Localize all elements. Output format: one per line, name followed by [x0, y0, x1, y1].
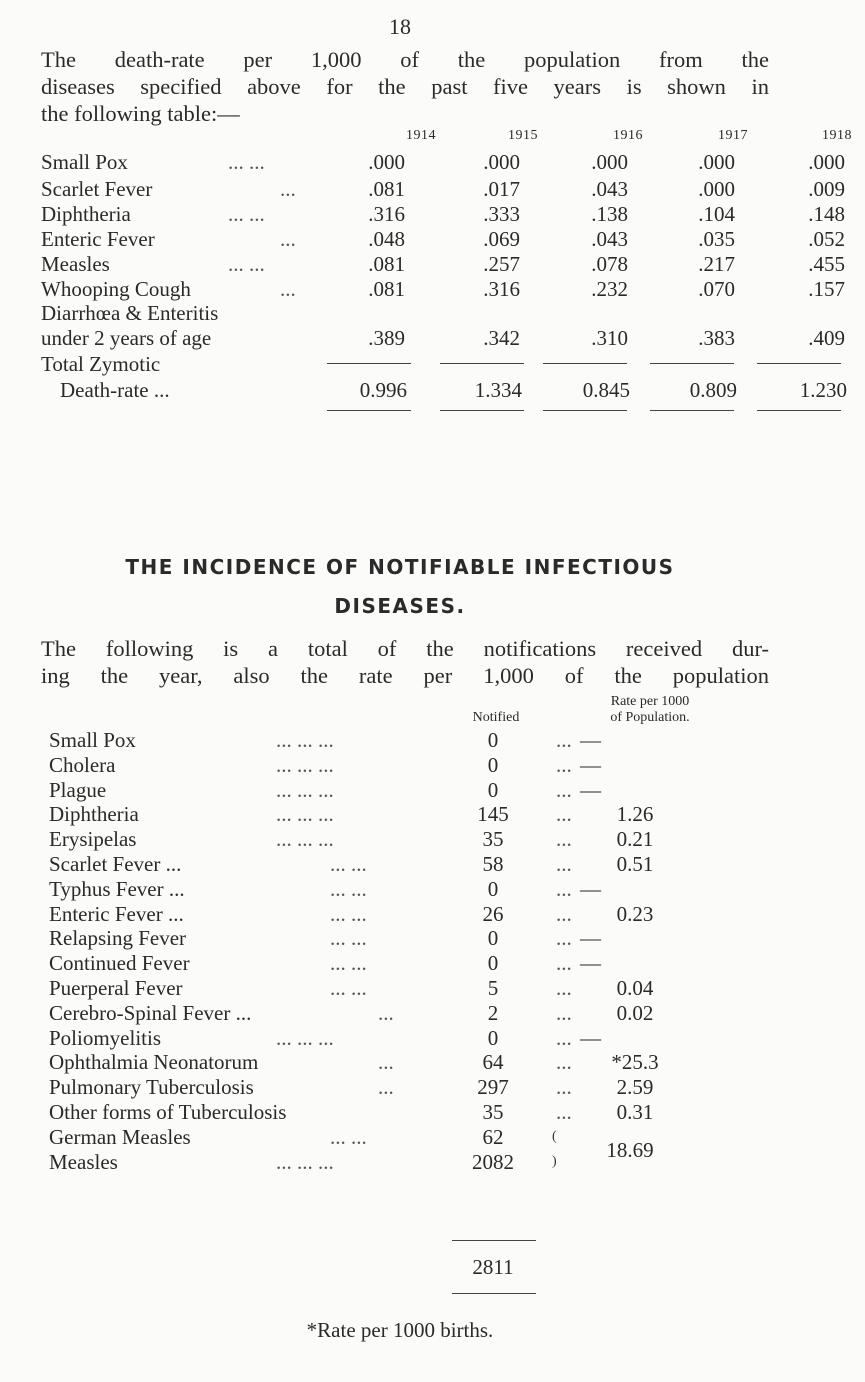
table-row-rate: 2.59 — [616, 1075, 654, 1099]
table-row-dots: ... ... — [330, 852, 367, 876]
cell-value: .157 — [808, 277, 845, 301]
year-header: 1914 — [406, 128, 436, 143]
table-row-dots: ... ... ... — [276, 802, 334, 826]
table-row-notified: 0 — [487, 926, 499, 950]
row-label: Scarlet Fever — [41, 177, 153, 201]
table-row-sep: ... — [556, 1026, 572, 1050]
table-row-dots: ... ... — [330, 902, 367, 926]
intro2-line-1: The following is a total of the notifications received dur- — [41, 636, 769, 661]
table-row-dots: ... — [378, 1050, 394, 1074]
year-header: 1918 — [822, 128, 852, 143]
table-row-label: Plague — [49, 778, 107, 802]
table-row-sep: ... — [556, 926, 572, 950]
table-row-label: Other forms of Tuberculosis — [49, 1100, 287, 1124]
cell-value: .081 — [368, 177, 405, 201]
cell-value: .000 — [698, 150, 735, 174]
table-row-label: Ophthalmia Neonatorum — [49, 1050, 259, 1074]
cell-value: 1.334 — [474, 378, 522, 402]
intro-line-3: the following table:— — [41, 101, 240, 126]
row-dots: ... ... — [228, 252, 265, 276]
table-row-notified: 2082 — [472, 1150, 514, 1174]
table-row-dots: ... ... ... — [276, 1026, 334, 1050]
table-row-dots: ... ... — [330, 951, 367, 975]
cell-value: .310 — [591, 326, 628, 350]
row-label: Enteric Fever — [41, 227, 155, 251]
cell-value: .217 — [698, 252, 735, 276]
header-rate-line-1: Rate per 1000 — [610, 694, 690, 709]
table-row-notified: 64 — [482, 1050, 504, 1074]
header-notified: Notified — [472, 710, 520, 725]
cell-value: 1.230 — [799, 378, 847, 402]
table-row-dots: ... ... — [330, 1125, 367, 1149]
column-rule — [650, 410, 734, 411]
table-row-rate: 0.51 — [616, 852, 654, 876]
table-row-notified: 0 — [487, 877, 499, 901]
table-row-label: Relapsing Fever — [49, 926, 187, 950]
cell-value: .389 — [368, 326, 405, 350]
table-row-sep: ... — [556, 1075, 572, 1099]
table-row-dots: ... ... — [330, 976, 367, 1000]
table-row-sep: ... — [556, 951, 572, 975]
total-notified: 2811 — [472, 1255, 514, 1279]
cell-value: .070 — [698, 277, 735, 301]
cell-value: 0.809 — [689, 378, 737, 402]
section-heading-line-2: DISEASES. — [334, 594, 466, 618]
row-dots: ... — [280, 277, 296, 301]
cell-value: 0.845 — [582, 378, 630, 402]
row-label: Whooping Cough — [41, 277, 191, 301]
cell-value: .333 — [483, 202, 520, 226]
table-row-dots: ... — [378, 1001, 394, 1025]
cell-value: .009 — [808, 177, 845, 201]
row-label: Small Pox — [41, 150, 128, 174]
table-row-dots: ... ... ... — [276, 1150, 334, 1174]
column-rule — [327, 410, 411, 411]
table-row-notified: 0 — [487, 728, 499, 752]
table-row-label: Scarlet Fever ... — [49, 852, 182, 876]
row-label: Total Zymotic — [41, 352, 161, 376]
brace-icon: ( — [552, 1129, 557, 1144]
table-row-notified: 5 — [487, 976, 499, 1000]
table-row-rate: 0.23 — [616, 902, 654, 926]
table-row-rate: — — [580, 926, 601, 950]
table-row-rate: — — [580, 778, 601, 802]
cell-value: .043 — [591, 227, 628, 251]
table-row-label: Cholera — [49, 753, 116, 777]
cell-value: .455 — [808, 252, 845, 276]
table-row-sep: ... — [556, 827, 572, 851]
table-row-sep: ... — [556, 902, 572, 926]
table-row-sep: ... — [556, 852, 572, 876]
table-row-rate: 0.31 — [616, 1100, 654, 1124]
table-row-rate: — — [580, 753, 601, 777]
row-label: Death-rate ... — [60, 378, 170, 402]
table-row-sep: ... — [556, 1100, 572, 1124]
table-row-rate: 0.04 — [616, 976, 654, 1000]
column-rule — [543, 363, 627, 364]
table-row-dots: ... ... — [330, 926, 367, 950]
row-label: Measles — [41, 252, 110, 276]
table-row-notified: 35 — [482, 827, 504, 851]
table-row-label: German Measles — [49, 1125, 191, 1149]
page-number: 18 — [389, 14, 411, 39]
cell-value: .316 — [368, 202, 405, 226]
column-rule — [650, 363, 734, 364]
table-row-notified: 62 — [482, 1125, 504, 1149]
table-row-notified: 0 — [487, 951, 499, 975]
table-row-rate: — — [580, 877, 601, 901]
cell-value: .000 — [483, 150, 520, 174]
cell-value: .342 — [483, 326, 520, 350]
cell-value: 0.996 — [359, 378, 407, 402]
table-row-rate: 0.21 — [616, 827, 654, 851]
table-row-notified: 0 — [487, 1026, 499, 1050]
table-row-label: Poliomyelitis — [49, 1026, 162, 1050]
table-row-sep: ... — [556, 1050, 572, 1074]
row-label: under 2 years of age — [41, 326, 212, 350]
table-row-sep: ... — [556, 976, 572, 1000]
table-row-label: Typhus Fever ... — [49, 877, 185, 901]
year-header: 1917 — [718, 128, 748, 143]
column-rule — [757, 410, 841, 411]
column-rule — [327, 363, 411, 364]
cell-value: .316 — [483, 277, 520, 301]
table-row-notified: 0 — [487, 753, 499, 777]
row-dots: ... — [280, 227, 296, 251]
table-row-rate: — — [580, 951, 601, 975]
table-row-notified: 297 — [477, 1075, 509, 1099]
table-row-dots: ... ... — [330, 877, 367, 901]
table-row-sep: ... — [556, 778, 572, 802]
table-row-rate: *25.3 — [611, 1050, 659, 1074]
table-row-label: Pulmonary Tuberculosis — [49, 1075, 254, 1099]
table-row-label: Diphtheria — [49, 802, 139, 826]
table-row-sep: ... — [556, 753, 572, 777]
cell-value: .081 — [368, 277, 405, 301]
table-row-dots: ... ... ... — [276, 753, 334, 777]
cell-value: .409 — [808, 326, 845, 350]
cell-value: .078 — [591, 252, 628, 276]
cell-value: .383 — [698, 326, 735, 350]
cell-value: .048 — [368, 227, 405, 251]
table-row-label: Measles — [49, 1150, 118, 1174]
table-row-notified: 145 — [477, 802, 509, 826]
row-dots: ... ... — [228, 202, 265, 226]
table-row-dots: ... — [378, 1075, 394, 1099]
table-row-label: Puerperal Fever — [49, 976, 183, 1000]
table-row-label: Continued Fever — [49, 951, 190, 975]
cell-value: .148 — [808, 202, 845, 226]
table-row-label: Small Pox — [49, 728, 136, 752]
cell-value: .081 — [368, 252, 405, 276]
table-row-notified: 0 — [487, 778, 499, 802]
intro2-line-2: ing the year, also the rate per 1,000 of the population — [41, 663, 769, 688]
table-row-dots: ... ... ... — [276, 827, 334, 851]
row-dots: ... ... — [228, 150, 265, 174]
cell-value: .138 — [591, 202, 628, 226]
table-row-rate: 0.02 — [616, 1001, 654, 1025]
table-row-label: Erysipelas — [49, 827, 137, 851]
table-row-label: Enteric Fever ... — [49, 902, 184, 926]
table-row-notified: 2 — [487, 1001, 499, 1025]
brace-icon: ) — [552, 1154, 557, 1169]
year-header: 1916 — [613, 128, 643, 143]
cell-value: .035 — [698, 227, 735, 251]
row-dots: ... — [280, 177, 296, 201]
total-rule — [452, 1293, 536, 1294]
cell-value: .000 — [591, 150, 628, 174]
table-row-rate: 1.26 — [616, 802, 654, 826]
table-row-rate: — — [580, 1026, 601, 1050]
cell-value: .000 — [698, 177, 735, 201]
intro-line-1: The death-rate per 1,000 of the population from the — [41, 47, 769, 72]
column-rule — [757, 363, 841, 364]
intro-line-2: diseases specified above for the past five years is shown in — [41, 74, 769, 99]
measles-combined-rate: 18.69 — [606, 1138, 654, 1162]
year-header: 1915 — [508, 128, 538, 143]
table-row-sep: ... — [556, 728, 572, 752]
column-rule — [543, 410, 627, 411]
cell-value: .017 — [483, 177, 520, 201]
header-rate-line-2: of Population. — [610, 710, 690, 725]
column-rule — [440, 410, 524, 411]
table-row-sep: ... — [556, 877, 572, 901]
cell-value: .052 — [808, 227, 845, 251]
table-row-notified: 26 — [482, 902, 504, 926]
cell-value: .000 — [368, 150, 405, 174]
cell-value: .257 — [483, 252, 520, 276]
cell-value: .000 — [808, 150, 845, 174]
total-rule — [452, 1240, 536, 1241]
cell-value: .043 — [591, 177, 628, 201]
column-rule — [440, 363, 524, 364]
section-heading-line-1: THE INCIDENCE OF NOTIFIABLE INFECTIOUS — [125, 555, 675, 579]
footnote: *Rate per 1000 births. — [306, 1318, 494, 1342]
cell-value: .069 — [483, 227, 520, 251]
table-row-notified: 58 — [482, 852, 504, 876]
table-row-dots: ... ... ... — [276, 728, 334, 752]
table-row-label: Cerebro-Spinal Fever ... — [49, 1001, 252, 1025]
table-row-dots: ... ... ... — [276, 778, 334, 802]
table-row-rate: — — [580, 728, 601, 752]
row-label: Diphtheria — [41, 202, 131, 226]
cell-value: .104 — [698, 202, 735, 226]
table-row-notified: 35 — [482, 1100, 504, 1124]
table-row-sep: ... — [556, 802, 572, 826]
table-row-sep: ... — [556, 1001, 572, 1025]
cell-value: .232 — [591, 277, 628, 301]
row-label: Diarrhœa & Enteritis — [41, 301, 219, 325]
